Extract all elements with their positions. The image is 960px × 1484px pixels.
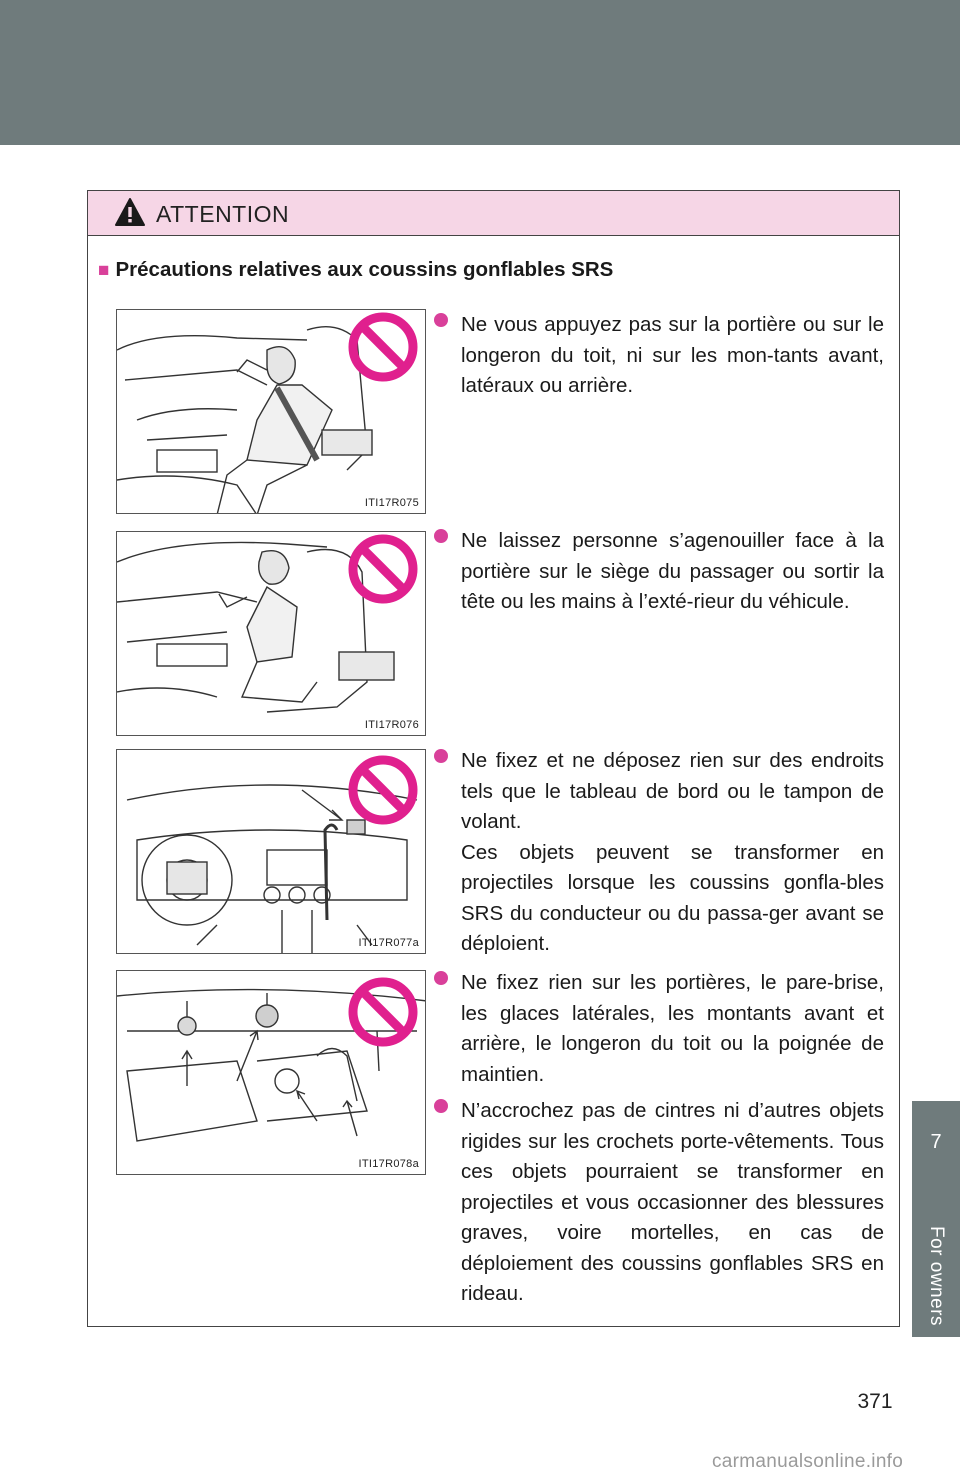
list-item [434, 1096, 884, 1310]
bullet-icon [434, 971, 448, 985]
bullet-icon [434, 313, 448, 327]
section-heading [98, 258, 613, 282]
item-text: Ne fixez et ne déposez rien sur des endroits tels que le tableau de bord ou le tampon de volant. [461, 749, 884, 833]
item-text: Ne vous appuyez pas sur la portière ou sur le longeron du toit, ni sur les mon-tants avant, latéraux ou arrière. [461, 313, 884, 397]
prohibition-icon [347, 976, 419, 1048]
list-item [434, 968, 884, 1090]
warning-triangle-icon [114, 197, 146, 227]
list-item [434, 526, 884, 618]
item-text: Ne laissez personne s’agenouiller face à la portière sur le siège du passager ou sortir la tête ou les mains à l’exté-rieur du véhicule. [461, 529, 884, 613]
prohibition-icon [347, 533, 419, 605]
bullet-icon [434, 529, 448, 543]
page-number: 371 [857, 1390, 893, 1413]
list-item [434, 746, 884, 960]
list-item [434, 310, 884, 402]
chapter-label: For owners [926, 1225, 947, 1327]
figure-code: ITI17R078a [358, 1158, 419, 1170]
chapter-number: 7 [930, 1131, 942, 1153]
square-bullet-icon: ■ [98, 260, 110, 281]
figure-code: ITI17R077a [358, 937, 419, 949]
bullet-icon [434, 749, 448, 763]
figure-code: ITI17R075 [364, 497, 419, 509]
watermark: carmanualsonline.info [712, 1451, 904, 1472]
section-title: Précautions relatives aux coussins gonflables SRS [115, 258, 614, 281]
item-text: Ces objets peuvent se transformer en projectiles lorsque les coussins gonfla-bles SRS du conducteur ou du passa-ger avant se déploient. [461, 840, 884, 955]
chapter-tab[interactable] [912, 1101, 960, 1337]
prohibition-icon [347, 754, 419, 826]
item-text: N’accrochez pas de cintres ni d’autres objets rigides sur les crochets porte-vêtements. Tous ces objets pourraient se transformer en projectiles et vous occasionner des blessures graves, voire mortelles, en cas de déploiement des coussins gonflables SRS en rideau. [461, 1099, 884, 1305]
item-text: Ne fixez rien sur les portières, le pare-brise, les glaces latérales, les montants avant et arrière, le longeron du toit ou la poignée de maintien. [461, 971, 884, 1086]
caution-title: ATTENTION [156, 201, 290, 227]
bullet-icon [434, 1099, 448, 1113]
header-band [0, 0, 960, 145]
prohibition-icon [347, 311, 419, 383]
caution-header [88, 191, 899, 236]
figure-code: ITI17R076 [364, 719, 419, 731]
caution-box [87, 190, 900, 1327]
